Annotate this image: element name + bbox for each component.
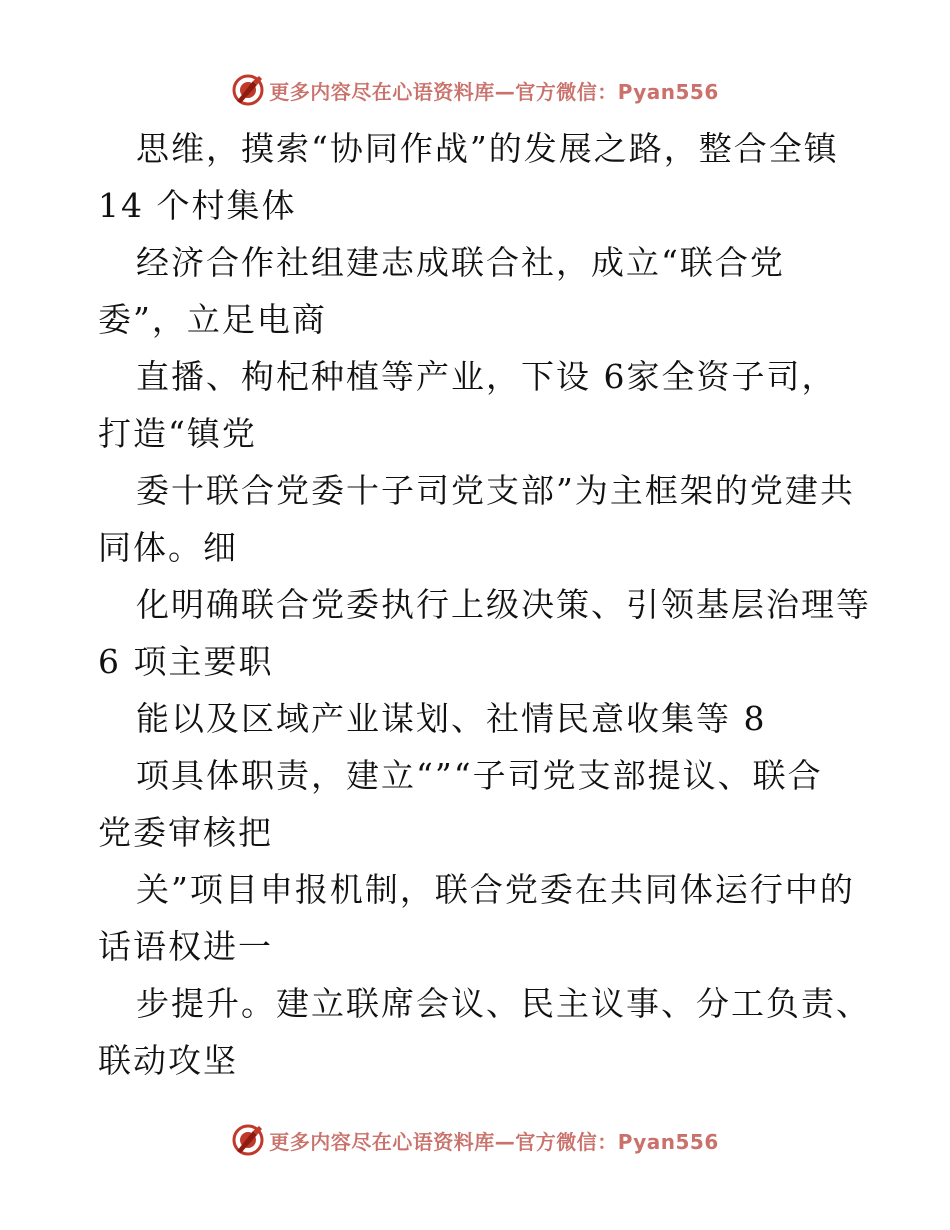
text-line: 联动攻坚 xyxy=(98,1041,238,1080)
text-line: 委”，立足电商 xyxy=(98,300,327,339)
text-line: 话语权进一 xyxy=(98,927,273,966)
header-watermark-text: 更多内容尽在心语资料库—官方微信：Pyan556 xyxy=(269,79,719,104)
text-line: 同体。细 xyxy=(98,528,238,567)
text-line: 关”项目申报机制，联合党委在共同体运行中的 xyxy=(136,870,855,909)
document-body xyxy=(98,120,871,1089)
red-pen-nib-logo-icon xyxy=(231,73,265,107)
red-pen-nib-logo-icon xyxy=(231,1123,265,1157)
text-line: 14 个村集体 xyxy=(98,186,297,225)
text-line: 思维，摸索“协同作战”的发展之路，整合全镇 xyxy=(136,129,839,168)
header-watermark-banner xyxy=(0,70,950,110)
text-line: 6 项主要职 xyxy=(98,642,274,681)
text-line: 化明确联合党委执行上级决策、引领基层治理等 xyxy=(136,585,871,624)
text-line: 直播、枸杞种植等产业，下设 6家全资子司， xyxy=(136,357,837,396)
text-line: 委十联合党委十子司党支部”为主框架的党建共 xyxy=(136,471,855,510)
text-line: 能以及区域产业谋划、社情民意收集等 8 xyxy=(136,699,767,738)
footer-watermark-banner xyxy=(0,1120,950,1160)
text-line: 经济合作社组建志成联合社，成立“联合党 xyxy=(136,243,785,282)
text-line: 步提升。建立联席会议、民主议事、分工负责、 xyxy=(136,984,871,1023)
footer-watermark-text: 更多内容尽在心语资料库—官方微信：Pyan556 xyxy=(269,1129,719,1154)
text-line: 打造“镇党 xyxy=(98,414,257,453)
text-line: 项具体职责，建立“”“子司党支部提议、联合 xyxy=(136,756,823,795)
text-line: 党委审核把 xyxy=(98,813,273,852)
